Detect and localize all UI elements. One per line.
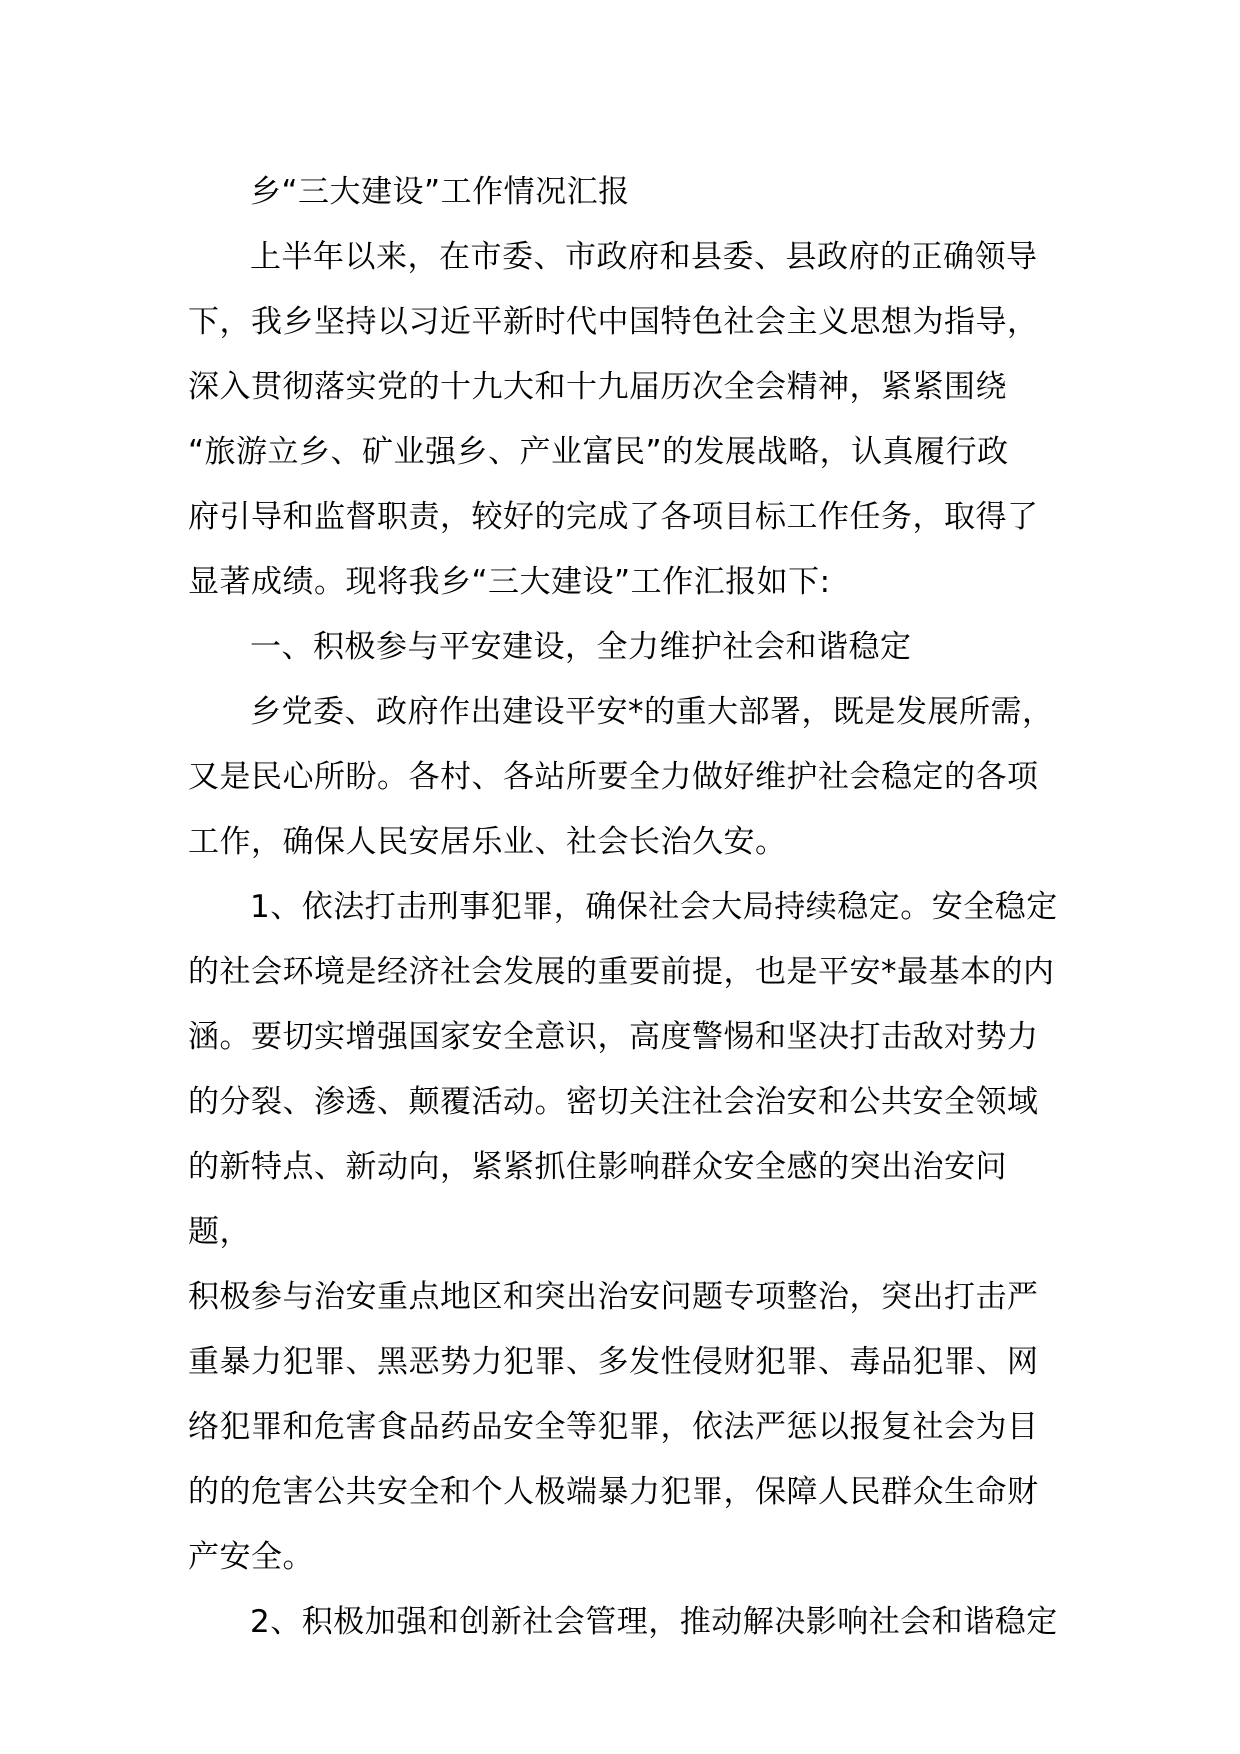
section-heading-1: 一、积极参与平安建设，全力维护社会和谐稳定 [250, 629, 912, 665]
paragraph-section-1: 乡党委、政府作出建设平安*的重大部署，既是发展所需， 又是民心所盼。各村、各站所要全力做好维护社会稳定的各项 工作，确保人民安居乐业、社会长治久安。 [188, 694, 1054, 860]
document-body [188, 160, 1068, 1655]
document-title: 乡“三大建设”工作情况汇报 [250, 174, 630, 210]
paragraph-item-2: 2、积极加强和创新社会管理，推动解决影响社会和谐稳定 [250, 1604, 1058, 1640]
paragraph-intro: 上半年以来，在市委、市政府和县委、县政府的正确领导 下，我乡坚持以习近平新时代中国特色社会主义思想为指导， 深入贯彻落实党的十九大和十九届历次全会精神，紧紧围绕 “旅游立乡、矿业强乡、产业富民”的发展战略，认真履行政 府引导和监督职责，较好的完成了各项目标工作任务，取得了 显著成绩。现将我乡“三大建设”工作汇报如下: [188, 239, 1039, 600]
paragraph-item-1: 1、依法打击刑事犯罪，确保社会大局持续稳定。安全稳定 的社会环境是经济社会发展的重要前提，也是平安*最基本的内 涵。要切实增强国家安全意识，高度警惕和坚决打击敌对势力 的分裂、渗透、颠覆活动。密切关注社会治安和公共安全领域 的新特点、新动向，紧紧抓住影响群众安全感的突出治安问题， 积极参与治安重点地区和突出治安问题专项整治，突出打击严 重暴力犯罪、黑恶势力犯罪、多发性侵财犯罪、毒品犯罪、网 络犯罪和危害食品药品安全等犯罪，依法严惩以报复社会为目 的的危害公共安全和个人极端暴力犯罪，保障人民群众生命财 产安全。 [188, 889, 1058, 1575]
